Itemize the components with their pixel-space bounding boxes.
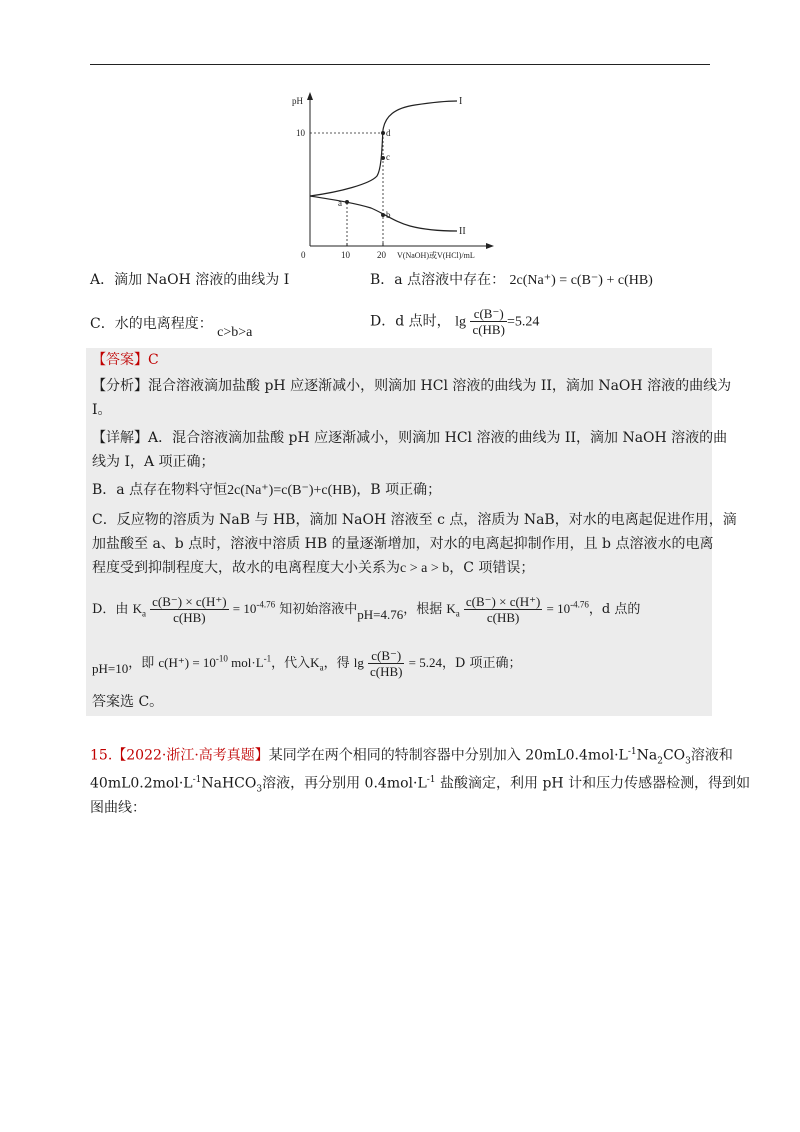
- option-d: D．d 点时， lg $\frac{c(B^-)}{c(HB)}$ =5.24: [370, 306, 540, 337]
- curve-II-label: II: [459, 226, 466, 237]
- answer-panel: [86, 348, 737, 716]
- point-a-label: a: [338, 198, 342, 208]
- point-b-label: b: [386, 210, 391, 220]
- answer-line: 【答案】C: [92, 352, 159, 368]
- detail-c-line-1: C．反应物的溶质为 NaB 与 HB，滴加 NaOH 溶液至 c 点，溶质为 NaB，对水的电离起促进作用，滴: [92, 512, 737, 528]
- x-axis-arrow: [486, 243, 494, 249]
- analysis-line-1: 【分析】混合溶液滴加盐酸 pH 应逐渐减小，则滴加 HCl 溶液的曲线为 II，滴加 NaOH 溶液的曲线为: [92, 378, 732, 394]
- x-tick-10: 10: [341, 250, 350, 260]
- detail-d-line: D．由 $K_a$ $\frac{c(B^-) \times c(H^+)}{c(HB)}$ = $10^{-4.76}$ 知初始溶液中pH=4.76，根据 $K_a$ $\frac{c(B^-) \times c(H^+)}{c(HB)}$ = $10^{-4.76}$，d 点的: [92, 594, 641, 625]
- option-b: B．a 点溶液中存在： 2c(Na⁺) = c(B⁻) + c(HB): [370, 272, 653, 288]
- x-tick-20: 20: [377, 250, 386, 260]
- header-rule: [90, 64, 710, 65]
- q15-line-2: $40mL0.2mol\cdot L^{-1}NaHCO_3$溶液，再分别用 $0.4mol\cdot L^{-1}$ 盐酸滴定，利用 pH 计和压力传感器检测，得到如: [90, 775, 751, 795]
- curve-I-label: I: [459, 96, 463, 107]
- titration-chart: [285, 88, 520, 260]
- detail-line-1: 【详解】A．混合溶液滴加盐酸 pH 应逐渐减小，则滴加 HCl 溶液的曲线为 II，滴加 NaOH 溶液的曲: [92, 430, 728, 446]
- analysis-line-2: I。: [92, 402, 112, 418]
- detail-c-line-2: 加盐酸至 a、b 点时，溶液中溶质 HB 的量逐渐增加，对水的电离起抑制作用，且 b 点溶液水的电离: [92, 536, 714, 552]
- y-axis-arrow: [307, 92, 313, 100]
- detail-e-line: pH=10，即 $c(H^+) = 10^{-10}$ $mol\cdot L^{-1}$，代入$K_a$，得 lg $\frac{c(B^-)}{c(HB)}$ = 5.24，D 项正确；: [92, 648, 522, 679]
- option-d-fraction: $\frac{c(B^-)}{c(HB)}$: [472, 306, 505, 337]
- final-answer: 答案选 C。: [92, 694, 164, 710]
- option-b-formula: 2c(Na⁺) = c(B⁻) + c(HB): [509, 273, 653, 288]
- option-a: A．滴加 NaOH 溶液的曲线为 I: [90, 272, 290, 288]
- curve-I: [310, 101, 457, 196]
- point-d-label: d: [386, 128, 391, 138]
- option-c-formula: c>b>a: [217, 325, 253, 340]
- q15-source: 【2022·浙江·高考真题】: [112, 747, 269, 764]
- point-a: [345, 200, 349, 204]
- origin-label: 0: [301, 250, 306, 260]
- y-tick-10: 10: [296, 128, 305, 138]
- q15-number: 15.: [90, 747, 113, 764]
- point-c-label: c: [386, 152, 390, 162]
- detail-b-line: B．a 点存在物料守恒2c(Na⁺)=c(B⁻)+c(HB)，B 项正确；: [92, 482, 442, 498]
- point-d: [381, 131, 385, 135]
- q15-line-3: 图曲线：: [90, 800, 146, 816]
- point-b: [381, 213, 385, 217]
- q15-line-1: 15.【2022·浙江·高考真题】某同学在两个相同的特制容器中分别加入 $20mL0.4mol\cdot L^{-1}Na_2CO_3$溶液和: [90, 747, 733, 767]
- option-c: C．水的电离程度： c>b>a: [90, 316, 253, 340]
- y-axis-label: pH: [292, 96, 303, 106]
- titration-figure: [285, 88, 520, 260]
- detail-c-line-3: 程度受到抑制程度大，故水的电离程度大小关系为c > a > b，C 项错误；: [92, 560, 535, 576]
- x-axis-label: V(NaOH)或V(HCl)/mL: [397, 251, 475, 260]
- point-c: [381, 156, 385, 160]
- detail-line-2: 线为 I，A 项正确；: [92, 454, 215, 470]
